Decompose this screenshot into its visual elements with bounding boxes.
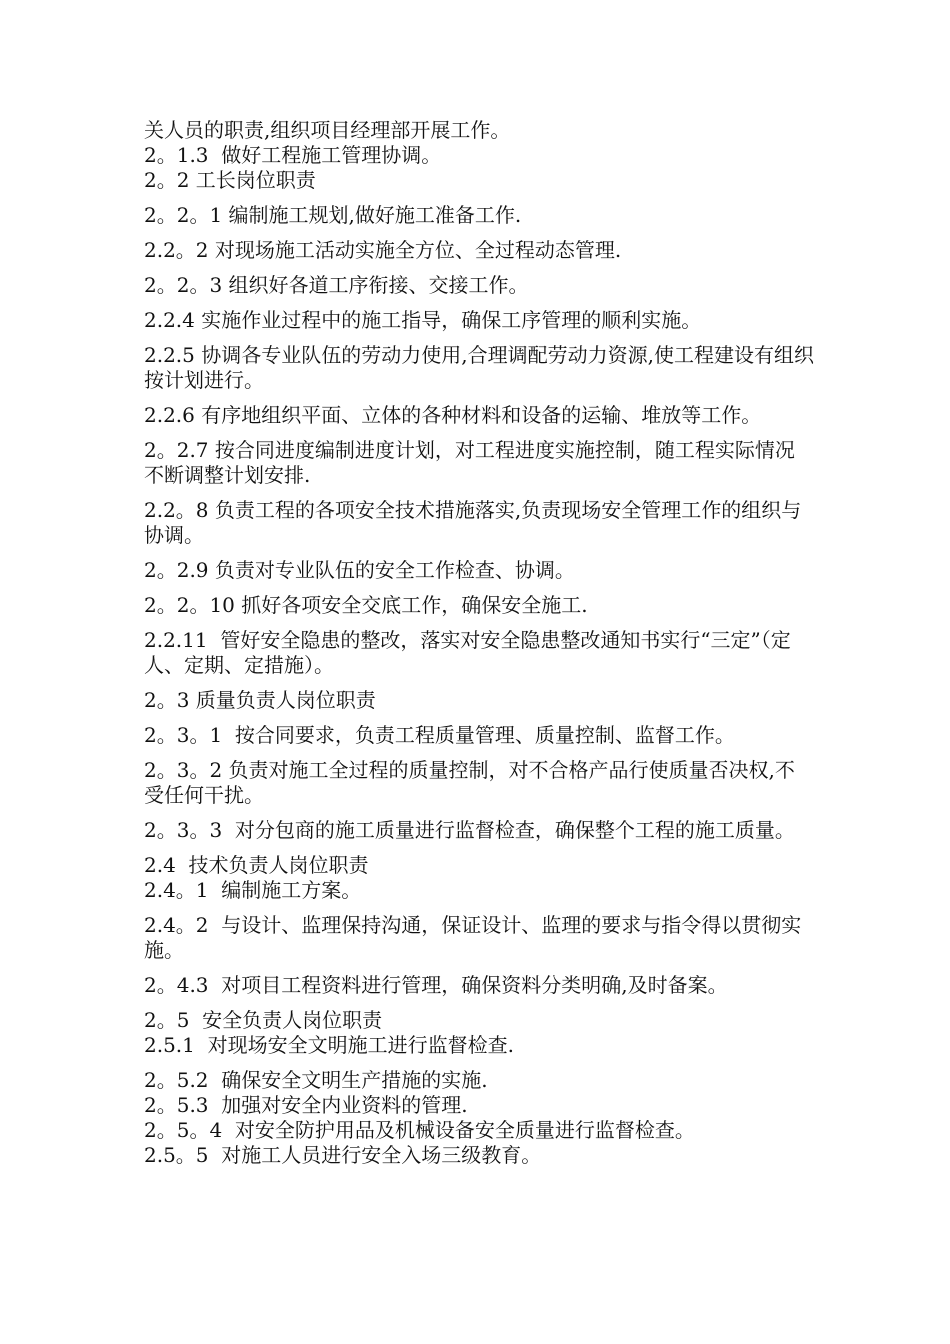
paragraph: 2。5 安全负责人岗位职责 (144, 1008, 383, 1032)
paragraph: 2.4 技术负责人岗位职责 (144, 853, 369, 877)
paragraph: 2.4。2 与设计、监理保持沟通，保证设计、监理的要求与指令得以贯彻实施。 (144, 913, 802, 962)
paragraph: 2。2 工长岗位职责 (144, 168, 316, 192)
paragraph: 2.5.1 对现场安全文明施工进行监督检查. (144, 1033, 514, 1057)
paragraph: 关人员的职责,组织项目经理部开展工作。 (144, 118, 511, 142)
paragraph: 2.4。1 编制施工方案。 (144, 878, 362, 902)
paragraph: 2。3。3 对分包商的施工质量进行监督检查，确保整个工程的施工质量。 (144, 818, 795, 842)
paragraph: 2.5。5 对施工人员进行安全入场三级教育。 (144, 1143, 542, 1167)
paragraph: 2.2。2 对现场施工活动实施全方位、全过程动态管理. (144, 238, 622, 262)
paragraph: 2。4.3 对项目工程资料进行管理，确保资料分类明确,及时备案。 (144, 973, 728, 997)
paragraph: 2。2.7 按合同进度编制进度计划，对工程进度实施控制，随工程实际情况不断调整计划安排. (144, 438, 795, 487)
paragraph: 2.2.6 有序地组织平面、立体的各种材料和设备的运输、堆放等工作。 (144, 403, 762, 427)
paragraph: 2。5.2 确保安全文明生产措施的实施. (144, 1068, 488, 1092)
paragraph: 2.2.5 协调各专业队伍的劳动力使用,合理调配劳动力资源,使工程建设有组织按计划进行。 (144, 343, 814, 392)
paragraph: 2。5。4 对安全防护用品及机械设备安全质量进行监督检查。 (144, 1118, 695, 1142)
paragraph: 2。3。1 按合同要求，负责工程质量管理、质量控制、监督工作。 (144, 723, 735, 747)
document-body (144, 118, 814, 1168)
paragraph: 2。1.3 做好工程施工管理协调。 (144, 143, 442, 167)
paragraph: 2。3 质量负责人岗位职责 (144, 688, 376, 712)
paragraph: 2。5.3 加强对安全内业资料的管理. (144, 1093, 468, 1117)
paragraph: 2。2。10 抓好各项安全交底工作，确保安全施工. (144, 593, 588, 617)
paragraph: 2。2.9 负责对专业队伍的安全工作检查、协调。 (144, 558, 575, 582)
paragraph: 2。2。1 编制施工规划,做好施工准备工作. (144, 203, 522, 227)
paragraph: 2.2。8 负责工程的各项安全技术措施落实,负责现场安全管理工作的组织与协调。 (144, 498, 802, 547)
paragraph: 2.2.11 管好安全隐患的整改，落实对安全隐患整改通知书实行“三定”（定人、定期、定措施）。 (144, 628, 791, 677)
paragraph: 2。3。2 负责对施工全过程的质量控制，对不合格产品行使质量否决权,不受任何干扰。 (144, 758, 795, 807)
paragraph: 2.2.4 实施作业过程中的施工指导，确保工序管理的顺利实施。 (144, 308, 702, 332)
paragraph: 2。2。3 组织好各道工序衔接、交接工作。 (144, 273, 529, 297)
